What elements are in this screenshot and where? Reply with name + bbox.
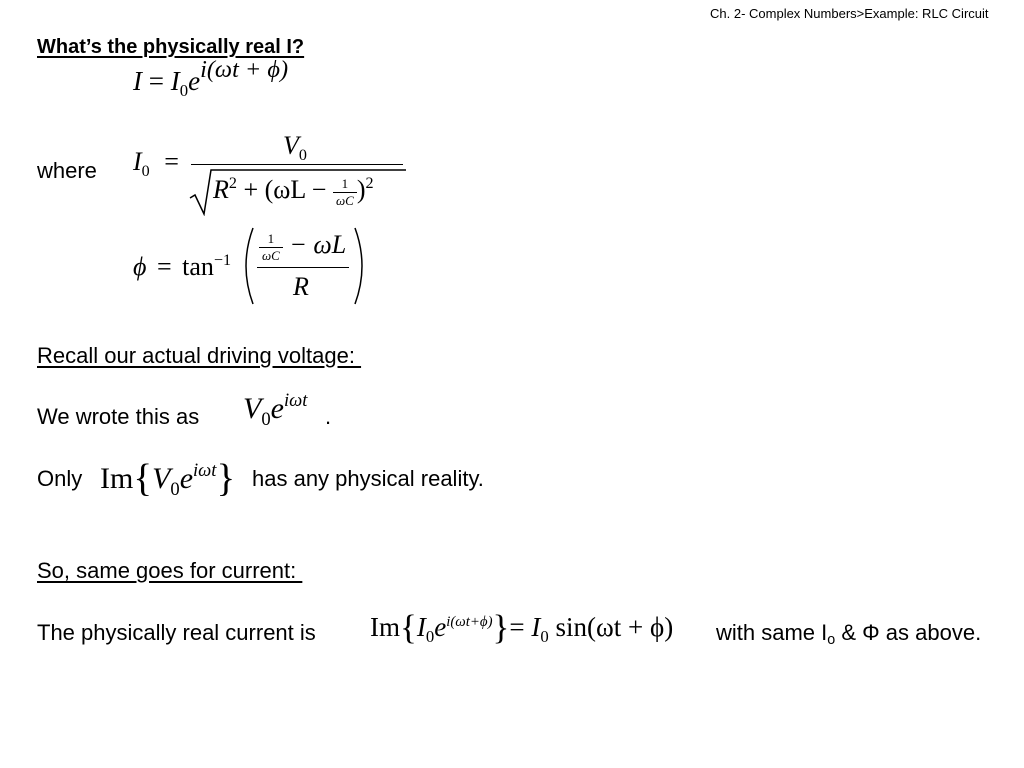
breadcrumb: Ch. 2- Complex Numbers>Example: RLC Circuit <box>710 6 989 21</box>
real-expr-op: Im <box>370 612 400 642</box>
eq-phase-func-exp: −1 <box>213 251 232 269</box>
eq-amp-mid: + (ωL − <box>243 175 327 204</box>
eq-amp-R: R <box>213 175 229 204</box>
eq-phase-equals: = <box>156 252 172 281</box>
suffix-sub: o <box>827 632 836 649</box>
eq-phase-small-den: ωC <box>259 247 283 264</box>
left-brace-icon: { <box>133 457 153 500</box>
eq-amp-lhs: I <box>133 147 142 176</box>
eq-current-amplitude-sub: 0 <box>179 80 189 100</box>
real-expr-e: e <box>434 612 447 642</box>
real-expr-rhs-func: sin(ωt + ϕ) <box>555 612 674 642</box>
wrote-expression <box>243 389 308 430</box>
eq-amp-small-num: 1 <box>341 175 349 191</box>
eq-phase-numerator <box>259 230 346 264</box>
only-expression <box>100 453 235 498</box>
eq-amp-numerator-sub: 0 <box>298 146 307 164</box>
real-expr-rhs-amp: I <box>531 612 541 642</box>
real-expr-exp: i(ωt+ϕ) <box>446 614 493 631</box>
wrote-expr-e: e <box>270 392 284 425</box>
suffix-rest: & Φ as above. <box>841 620 982 645</box>
eq-current-amplitude: I <box>170 66 180 96</box>
eq-phase-fraction-bar <box>257 267 349 268</box>
only-expr-exp: iωt <box>193 459 217 481</box>
real-current-expression <box>370 605 673 645</box>
eq-amp-close-exp: 2 <box>365 174 374 192</box>
right-brace-icon: } <box>492 608 510 647</box>
real-expr-sub: 0 <box>425 626 435 646</box>
eq-amp-lhs-sub: 0 <box>141 162 150 180</box>
eq-current-base: e <box>188 66 201 96</box>
only-expr-op: Im <box>100 462 134 495</box>
eq-phase-denominator: R <box>293 272 309 301</box>
real-current-suffix <box>716 620 982 649</box>
eq-current-lhs: I <box>133 66 142 96</box>
only-suffix: has any physical reality. <box>252 466 484 491</box>
only-text: Only <box>37 466 83 491</box>
eq-amp-small-den: ωC <box>333 192 357 209</box>
wrote-expr-exp: iωt <box>283 389 308 411</box>
wrote-expr-base: V <box>243 392 262 425</box>
eq-phase-minus-term: − ωL <box>289 230 347 259</box>
eq-amp-numerator-symbol: V <box>283 131 299 160</box>
eq-current-exponent: i(ωt + ϕ) <box>200 55 289 83</box>
suffix-prefix: with same I <box>716 620 828 645</box>
eq-amp-numerator <box>283 131 307 164</box>
section-heading-current: So, same goes for current: <box>37 558 303 583</box>
eq-phase-lhs: ϕ <box>133 252 147 281</box>
real-expr-equals: = <box>509 612 525 642</box>
eq-amp-small-fraction <box>333 176 357 209</box>
equation-current <box>133 55 289 100</box>
eq-amp-R-exp: 2 <box>228 174 237 192</box>
wrote-text: We wrote this as <box>37 404 200 429</box>
eq-phase-small-num: 1 <box>267 230 275 246</box>
eq-amp-radicand <box>213 175 374 209</box>
right-brace-icon: } <box>216 457 236 500</box>
section-heading-voltage: Recall our actual driving voltage: <box>37 343 362 368</box>
left-brace-icon: { <box>400 608 417 647</box>
eq-amp-equals: = <box>164 147 179 176</box>
only-expr-base: V <box>152 462 171 495</box>
eq-phase-small-fraction <box>259 231 283 264</box>
real-current-text: The physically real current is <box>37 620 316 645</box>
wrote-expr-sub: 0 <box>261 408 271 430</box>
real-expr-base: I <box>416 612 426 642</box>
where-label: where <box>37 158 97 183</box>
eq-amp-fraction-bar <box>191 164 403 165</box>
eq-current-equals: = <box>148 66 164 96</box>
only-expr-e: e <box>179 462 194 495</box>
eq-phase-func: tan <box>182 252 214 281</box>
page-title: What’s the physically real I? <box>37 36 305 58</box>
real-expr-rhs-sub: 0 <box>540 626 549 646</box>
only-expr-sub: 0 <box>170 478 180 500</box>
wrote-period: . <box>325 404 332 429</box>
eq-amp-close: ) <box>356 175 366 204</box>
